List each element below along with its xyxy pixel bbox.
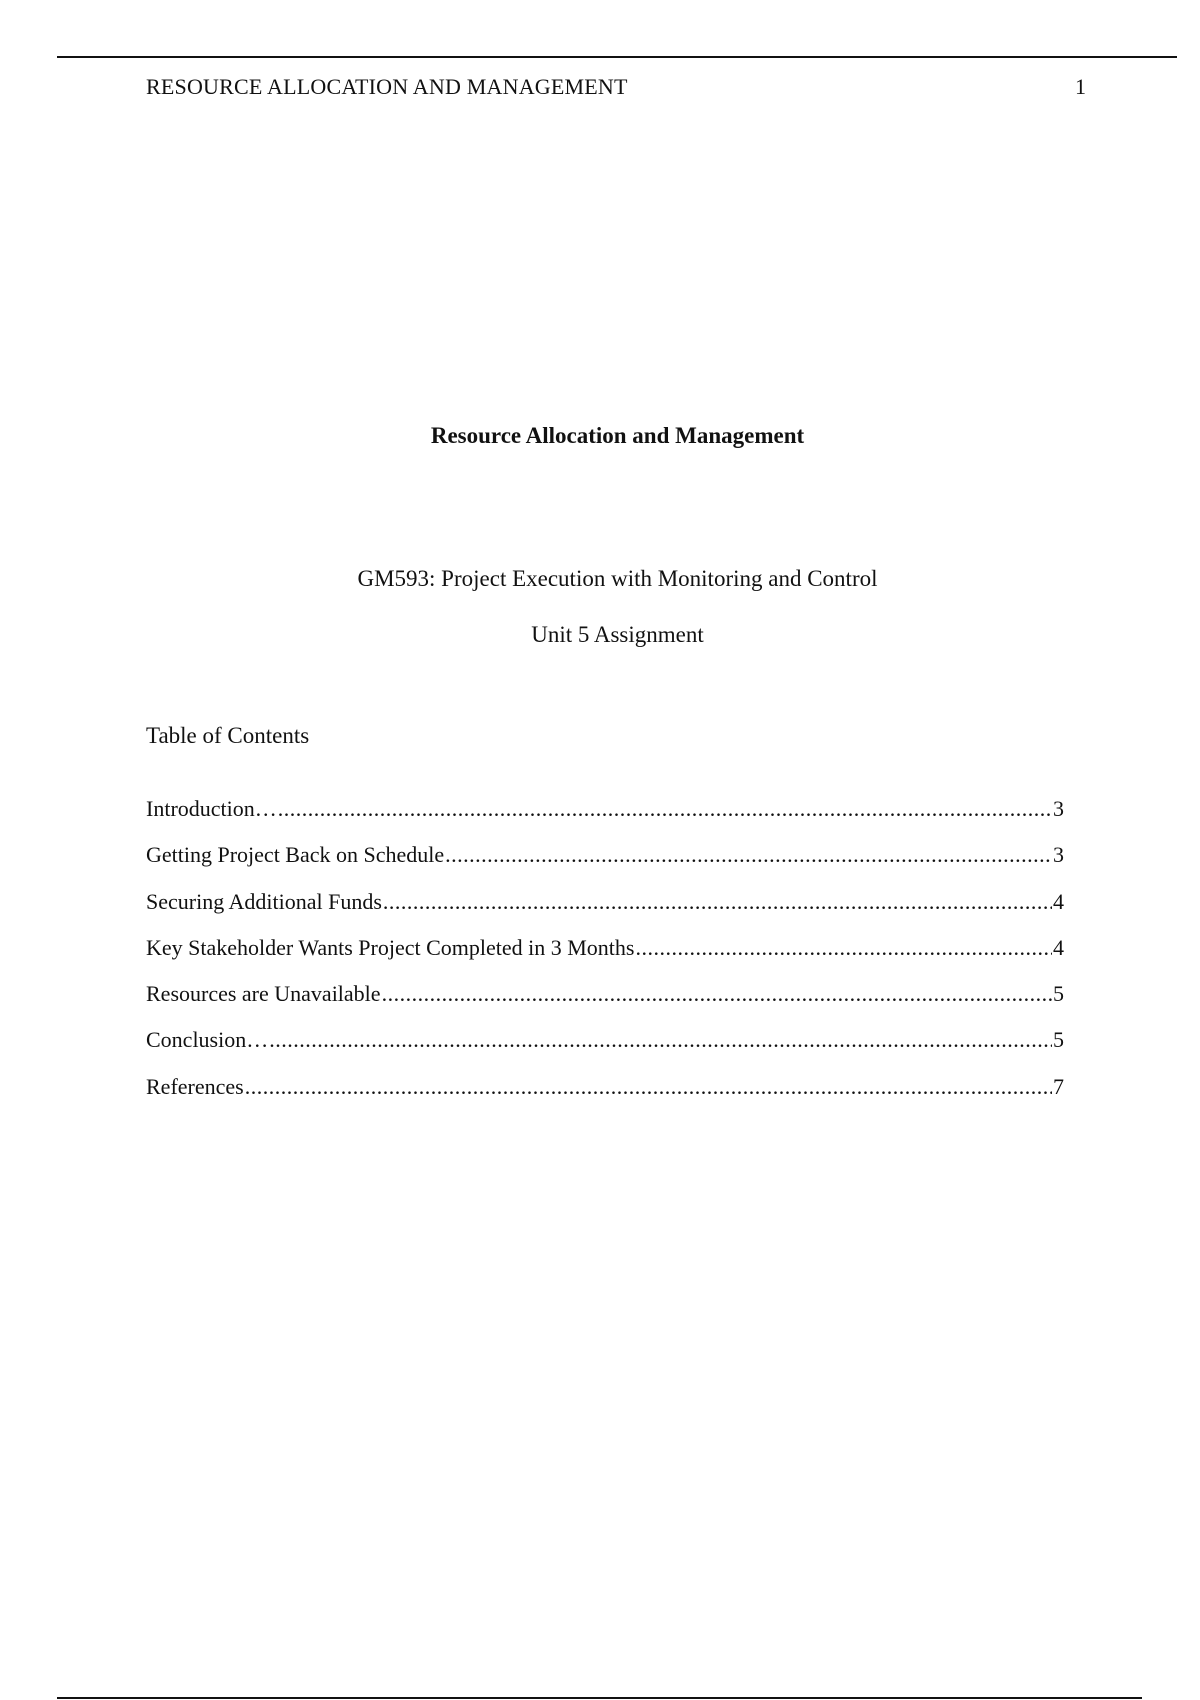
toc-entry-label: Getting Project Back on Schedule [146, 842, 445, 868]
toc-entry-label: Conclusion… [146, 1027, 269, 1053]
toc-dot-leader [278, 796, 1052, 822]
toc-entry-resources-unavailable[interactable] [146, 981, 1064, 1027]
toc-entry-label: Securing Additional Funds [146, 888, 382, 914]
toc-entry-page: 4 [1053, 888, 1064, 914]
toc-dot-leader [445, 842, 1052, 868]
toc-entry-conclusion[interactable] [146, 1027, 1064, 1073]
toc-heading: Table of Contents [146, 723, 310, 748]
toc-entry-label: References [146, 1073, 244, 1099]
table-of-contents [146, 796, 1064, 1120]
toc-entry-securing-funds[interactable] [146, 889, 1064, 935]
document-title: Resource Allocation and Management [430, 423, 805, 448]
course-name: GM593: Project Execution with Monitoring and Control [357, 566, 878, 591]
toc-entry-label: Key Stakeholder Wants Project Completed in 3 Months [146, 934, 635, 960]
toc-dot-leader [383, 889, 1052, 915]
toc-entry-key-stakeholder[interactable] [146, 935, 1064, 981]
toc-entry-page: 3 [1053, 842, 1064, 868]
header-divider [57, 56, 1177, 58]
toc-entry-page: 3 [1053, 796, 1064, 821]
toc-entry-references[interactable] [146, 1074, 1064, 1120]
toc-dot-leader [382, 981, 1052, 1007]
toc-entry-label: Introduction… [146, 796, 277, 821]
page-number: 1 [1075, 74, 1086, 99]
toc-entry-page: 5 [1053, 1027, 1064, 1053]
toc-entry-page: 4 [1053, 934, 1064, 960]
toc-dot-leader [269, 1027, 1052, 1053]
toc-entry-getting-back-on-schedule[interactable] [146, 842, 1064, 888]
toc-entry-introduction[interactable] [146, 796, 1064, 842]
assignment-name: Unit 5 Assignment [531, 622, 704, 647]
footer-divider [57, 1697, 1142, 1699]
toc-dot-leader [635, 935, 1052, 961]
toc-dot-leader [245, 1074, 1052, 1100]
toc-entry-page: 7 [1053, 1073, 1064, 1099]
running-head: RESOURCE ALLOCATION AND MANAGEMENT [146, 74, 628, 99]
toc-entry-label: Resources are Unavailable [146, 981, 381, 1007]
toc-entry-page: 5 [1053, 981, 1064, 1007]
